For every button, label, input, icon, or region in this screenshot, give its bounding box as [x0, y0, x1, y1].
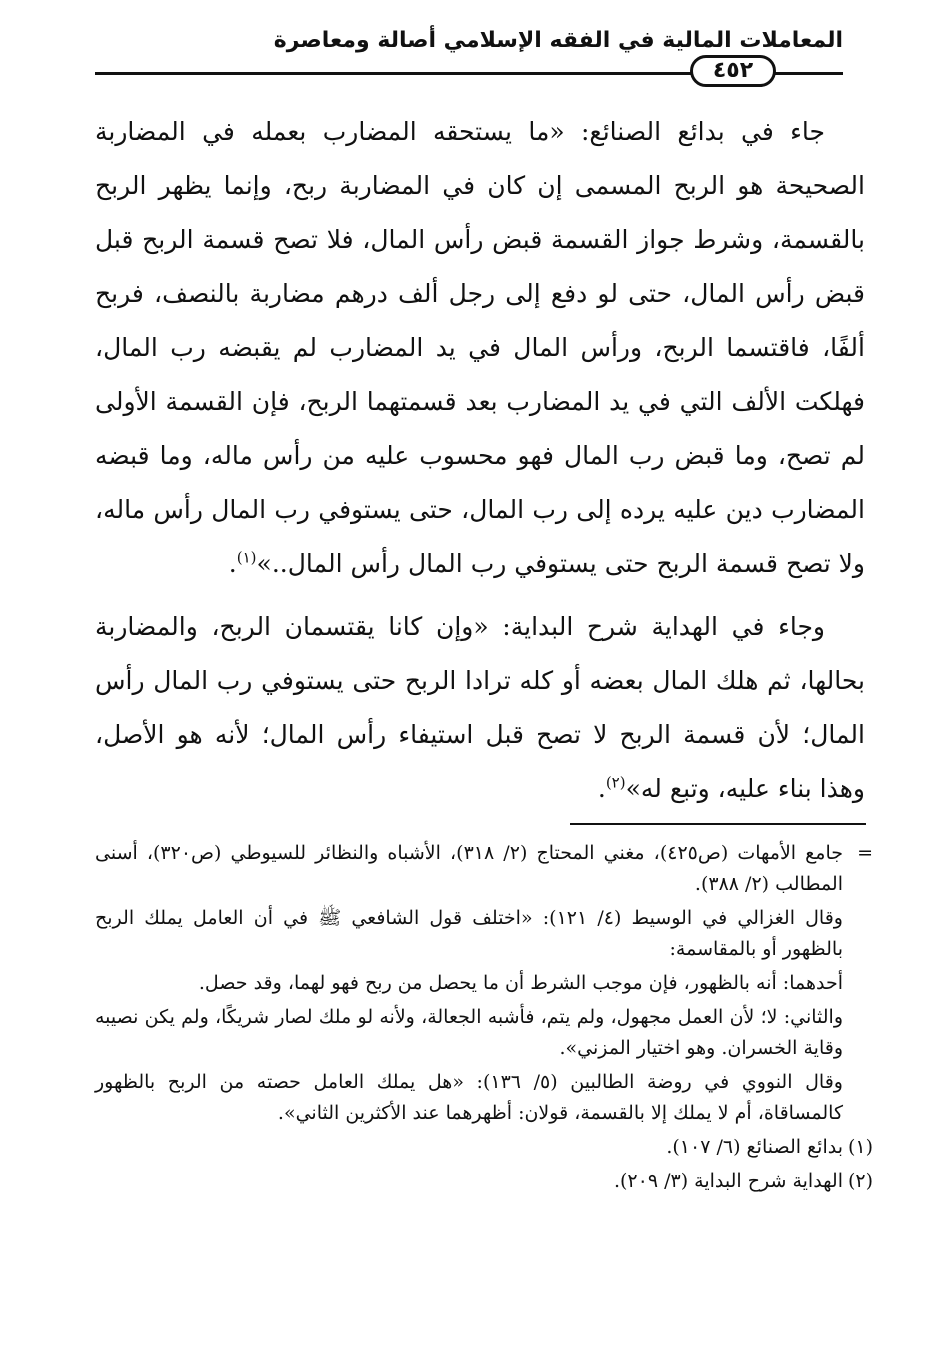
footnote-separator [570, 823, 866, 825]
footnote-number: (٢) [847, 1170, 873, 1192]
footnote-line: أحدهما: أنه بالظهور، فإن موجب الشرط أن ما يحصل من ربح فهو لهما، وقد حصل. [198, 972, 843, 994]
footnote-1 [95, 1132, 873, 1163]
footnote-line: وقال الغزالي في الوسيط (٤/ ١٢١): «اختلف قول الشافعي ﷺ في أن العامل يملك الربح بالظهور أو بالمقاسمة: [95, 907, 843, 960]
paragraph-text: وجاء في الهداية شرح البداية: «وإن كانا يقتسمان الربح، والمضاربة بحالها، ثم هلك المال بعضه أو كله ترادا الربح حتى يستوفي رب المال رأس المال؛ لأن قسمة الربح لا تصح قبل استيفاء رأس المال؛ لأنه هو الأصل، وهذا بناء عليه، وتبع له» [95, 612, 865, 803]
continuation-marker: = [857, 842, 873, 864]
footnote-line: والثاني: لا؛ لأن العمل مجهول، ولم يتم، فأشبه الجعالة، ولأنه لو ملك لصار شريكًا، ولم يكن نصيبه وقاية الخسران. وهو اختيار المزني». [95, 1006, 843, 1059]
body-paragraph-2 [95, 600, 865, 816]
header-rule [95, 72, 692, 75]
body-paragraph-1 [95, 105, 865, 591]
paragraph-text: جاء في بدائع الصنائع: «ما يستحقه المضارب بعمله في المضاربة الصحيحة هو الربح المسمى إن كان في المضاربة ربح، وإنما يظهر الربح بالقسمة، وشرط جواز القسمة قبض رأس المال، فلا تصح قسمة الربح قبل قبض رأس المال، حتى لو دفع إلى رجل ألف درهم مضاربة بالنصف، فربح ألفًا، فاقتسما الربح، ورأس المال في يد المضارب لم يقبضه رب المال، فهلكت الألف التي في يد المضارب بعد قسمتهما الربح، فإن القسمة الأولى لم تصح، وما قبض رب المال فهو محسوب عليه من رأس ماله، وما قبضه المضارب دين عليه يرده إلى رب المال، حتى يستوفي رب المال رأس ماله، ولا تصح قسمة الربح حتى يستوفي رب المال رأس المال..» [95, 117, 865, 578]
paragraph-end: . [228, 549, 237, 578]
footnote-number: (١) [847, 1136, 873, 1158]
footnote-text: بدائع الصنائع (٦/ ١٠٧). [666, 1136, 843, 1158]
footnote-continuation [95, 838, 873, 900]
running-header-title: المعاملات المالية في الفقه الإسلامي أصالة ومعاصرة [273, 28, 843, 53]
footnote-line: وقال النووي في روضة الطالبين (٥/ ١٣٦): «هل يملك العامل حصته من الربح بالظهور كالمساقاة، أم لا يملك إلا بالقسمة، قولان: أظهرهما عند الأكثرين الثاني». [95, 1071, 843, 1124]
footnote-reference[interactable]: (٢) [605, 773, 626, 792]
paragraph-end: . [597, 774, 606, 803]
footnote-2 [95, 1166, 873, 1197]
footnote-reference[interactable]: (١) [236, 548, 257, 567]
footnote-text: الهداية شرح البداية (٣/ ٢٠٩). [613, 1170, 843, 1192]
footnote-line: جامع الأمهات (ص٤٢٥)، مغني المحتاج (٢/ ٣١٨)، الأشباه والنظائر للسيوطي (ص٣٢٠)، أسنى المطالب (٢/ ٣٨٨). [95, 842, 844, 895]
page-number: ٤٥٢ [690, 55, 776, 87]
footnotes [95, 838, 873, 1200]
header-rule [775, 72, 843, 75]
